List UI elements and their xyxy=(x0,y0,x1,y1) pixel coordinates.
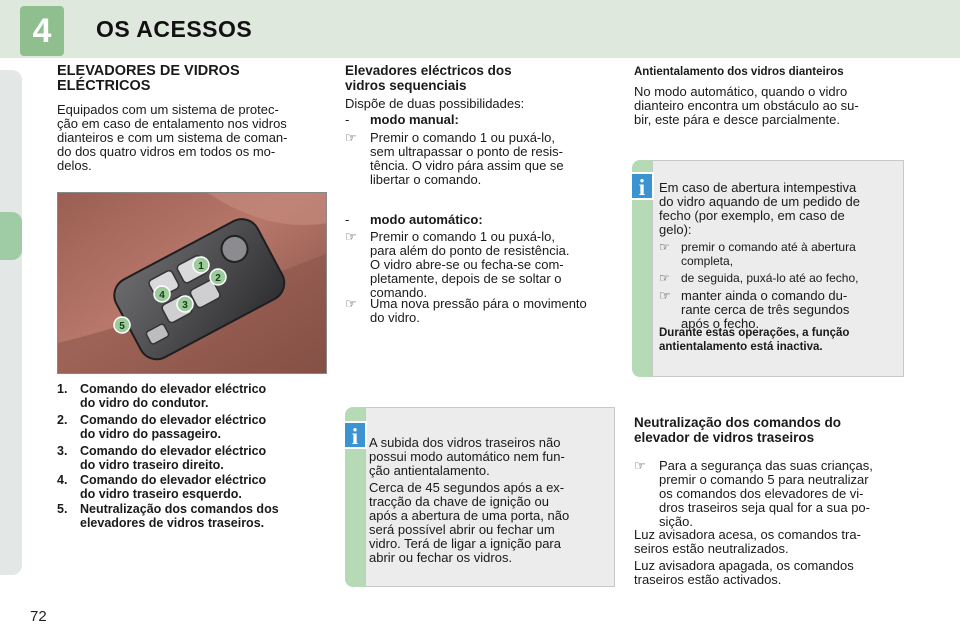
list-item-line: Comando do elevador eléctrico xyxy=(80,473,267,487)
list-item-number: 1. xyxy=(57,382,68,396)
bullet-line: Para a segurança das suas crianças, xyxy=(659,458,873,473)
bullet-line: sem ultrapassar o ponto de resis- xyxy=(370,144,563,159)
list-item-number: 4. xyxy=(57,473,68,487)
bullet-line: do vidro. xyxy=(370,310,420,325)
bullet-text xyxy=(659,459,904,529)
list-item-line: do vidro do condutor. xyxy=(80,396,209,410)
bullet-text xyxy=(681,240,898,268)
window-switch-photo xyxy=(57,192,327,374)
neutralization-heading-line1: Neutralização dos comandos do xyxy=(634,415,842,430)
bullet-line: comando. xyxy=(370,285,428,300)
info-bullet-close xyxy=(659,271,898,285)
list-item xyxy=(57,413,332,443)
list-item xyxy=(57,473,332,503)
list-item-text xyxy=(80,382,332,410)
info-line: tracção da chave de ignição ou xyxy=(369,494,549,509)
subsection-heading-line2: vidros sequenciais xyxy=(345,78,467,93)
list-item-line: do vidro do passageiro. xyxy=(80,427,221,441)
chapter-badge xyxy=(20,6,64,56)
manual-mode-label: modo manual: xyxy=(370,112,459,127)
subsection-heading-line1: Elevadores eléctricos dos xyxy=(345,63,512,78)
list-item-number: 2. xyxy=(57,413,68,427)
bullet-line: rante cerca de três segundos xyxy=(681,302,850,317)
bullet-line: após o fecho. xyxy=(681,316,760,331)
neutralization-heading-line2: elevador de vidros traseiros xyxy=(634,430,815,445)
bullet-text xyxy=(681,271,898,285)
intro-line: delos. xyxy=(57,158,92,173)
callout-4-label: 4 xyxy=(159,290,165,301)
list-item xyxy=(57,382,332,412)
hand-pointer-icon: ☞ xyxy=(345,296,357,311)
anti-pinch-line: No modo automático, quando o vidro xyxy=(634,84,848,99)
bullet-line: manter ainda o comando du- xyxy=(681,288,848,303)
chapter-tab-strip xyxy=(0,70,22,575)
bullet-line: de seguida, puxá-lo até ao fecho, xyxy=(681,271,859,285)
callout-2-label: 2 xyxy=(215,273,221,284)
possibilities-intro: Dispõe de duas possibilidades: xyxy=(345,96,525,111)
hand-pointer-icon: ☞ xyxy=(345,130,357,145)
info-intro-line: fecho (por exemplo, em caso de xyxy=(659,208,845,223)
anti-pinch-heading: Antientalamento dos vidros dianteiros xyxy=(634,66,844,78)
list-item-line: Comando do elevador eléctrico xyxy=(80,382,267,396)
dash-marker: - xyxy=(345,212,350,227)
list-item-text xyxy=(80,502,332,530)
bullet-line: os comandos dos elevadores de vi- xyxy=(659,486,864,501)
info-line: Cerca de 45 segundos após a ex- xyxy=(369,480,565,495)
intro-line: Equipados com um sistema de protec- xyxy=(57,102,279,117)
bullet-line: premir o comando até à abertura xyxy=(681,240,856,254)
callout-1-label: 1 xyxy=(198,261,204,272)
bullet-line: Premir o comando 1 ou puxá-lo, xyxy=(370,229,555,244)
neutralization-bullet xyxy=(634,459,904,529)
bullet-line: O vidro abre-se ou fecha-se com- xyxy=(370,257,564,272)
bullet-text xyxy=(681,289,898,331)
info-line: vidro. Terá de ligar a ignição para xyxy=(369,536,561,551)
anti-pinch-line: bir, este pára e desce parcialmente. xyxy=(634,112,840,127)
chapter-tab-active xyxy=(0,212,22,260)
info-warning-line: antientalamento está inactiva. xyxy=(659,341,823,353)
list-item-line: Comando do elevador eléctrico xyxy=(80,444,267,458)
info-bullet-hold xyxy=(659,289,898,331)
intro-line: dianteiros e com um sistema de coman- xyxy=(57,130,288,145)
info-intro-line: gelo): xyxy=(659,222,692,237)
page-title: OS ACESSOS xyxy=(96,16,253,42)
list-item-line: do vidro traseiro esquerdo. xyxy=(80,487,242,501)
list-item xyxy=(57,444,332,474)
info-line: possui modo automático nem fun- xyxy=(369,449,565,464)
info-line: após a abertura de uma porta, não xyxy=(369,508,570,523)
page-number: 72 xyxy=(30,608,47,625)
bullet-line: tência. O vidro pára assim que se xyxy=(370,158,564,173)
auto-mode-label: modo automático: xyxy=(370,212,483,227)
list-item-line: elevadores de vidros traseiros. xyxy=(80,516,265,530)
info-icon: i xyxy=(343,421,367,449)
lamp-on-line: seiros estão neutralizados. xyxy=(634,541,789,556)
info-box-body xyxy=(652,160,904,377)
info-warning-line: Durante estas operações, a função xyxy=(659,327,850,339)
dash-marker: - xyxy=(345,112,350,127)
list-item-text xyxy=(80,444,332,472)
info-box-body xyxy=(365,407,615,587)
door-panel-illustration xyxy=(58,193,327,374)
list-item xyxy=(57,502,332,532)
list-item-number: 3. xyxy=(57,444,68,458)
lamp-off-line: Luz avisadora apagada, os comandos xyxy=(634,558,854,573)
info-icon: i xyxy=(630,172,654,200)
info-box-anti-pinch xyxy=(632,160,904,377)
list-item-text xyxy=(80,413,332,441)
anti-pinch-line: dianteiro encontra um obstáculo ao su- xyxy=(634,98,859,113)
hand-pointer-icon: ☞ xyxy=(659,240,670,254)
list-item-line: Comando do elevador eléctrico xyxy=(80,413,267,427)
bullet-line: sição. xyxy=(659,514,693,529)
intro-line: do dos quatro vidros em todos os mo- xyxy=(57,144,276,159)
list-item-text xyxy=(80,473,332,501)
section-heading-line2: ELÉCTRICOS xyxy=(57,78,151,94)
info-bullet-open xyxy=(659,240,898,268)
list-item-number: 5. xyxy=(57,502,68,516)
info-intro-line: do vidro aquando de um pedido de xyxy=(659,194,860,209)
bullet-line: libertar o comando. xyxy=(370,172,482,187)
hand-pointer-icon: ☞ xyxy=(659,288,671,303)
list-item-line: Neutralização dos comandos dos xyxy=(80,502,279,516)
bullet-line: para além do ponto de resistência. xyxy=(370,243,570,258)
info-line: abrir ou fechar os vidros. xyxy=(369,550,513,565)
info-box-rear-windows xyxy=(345,407,615,587)
hand-pointer-icon: ☞ xyxy=(659,271,670,285)
lamp-on-line: Luz avisadora acesa, os comandos tra- xyxy=(634,527,861,542)
info-line: ção antientalamento. xyxy=(369,463,490,478)
manual-mode-bullet xyxy=(345,131,615,187)
lamp-off-line: traseiros estão activados. xyxy=(634,572,782,587)
bullet-line: completa, xyxy=(681,254,734,268)
bullet-line: premir o comando 5 para neutralizar xyxy=(659,472,869,487)
page-header xyxy=(0,0,960,58)
info-intro-line: Em caso de abertura intempestiva xyxy=(659,180,857,195)
bullet-line: pletamente, depois de se soltar o xyxy=(370,271,562,286)
callout-3-label: 3 xyxy=(182,300,188,311)
callout-5-label: 5 xyxy=(119,321,125,332)
bullet-line: Uma nova pressão pára o movimento xyxy=(370,296,587,311)
info-line: será possível abrir ou fechar um xyxy=(369,522,555,537)
auto-mode-bullet xyxy=(345,230,615,300)
section-heading-line1: ELEVADORES DE VIDROS xyxy=(57,63,240,79)
hand-pointer-icon: ☞ xyxy=(634,458,646,473)
bullet-line: dros traseiros seja qual for a sua po- xyxy=(659,500,870,515)
list-item-line: do vidro traseiro direito. xyxy=(80,458,224,472)
bullet-text xyxy=(370,230,615,300)
chapter-number: 4 xyxy=(32,12,52,50)
bullet-text xyxy=(370,131,615,187)
intro-line: ção em caso de entalamento nos vidros xyxy=(57,116,287,131)
info-line: A subida dos vidros traseiros não xyxy=(369,435,561,450)
hand-pointer-icon: ☞ xyxy=(345,229,357,244)
stop-bullet xyxy=(345,297,620,325)
bullet-text xyxy=(370,297,620,325)
bullet-line: Premir o comando 1 ou puxá-lo, xyxy=(370,130,555,145)
